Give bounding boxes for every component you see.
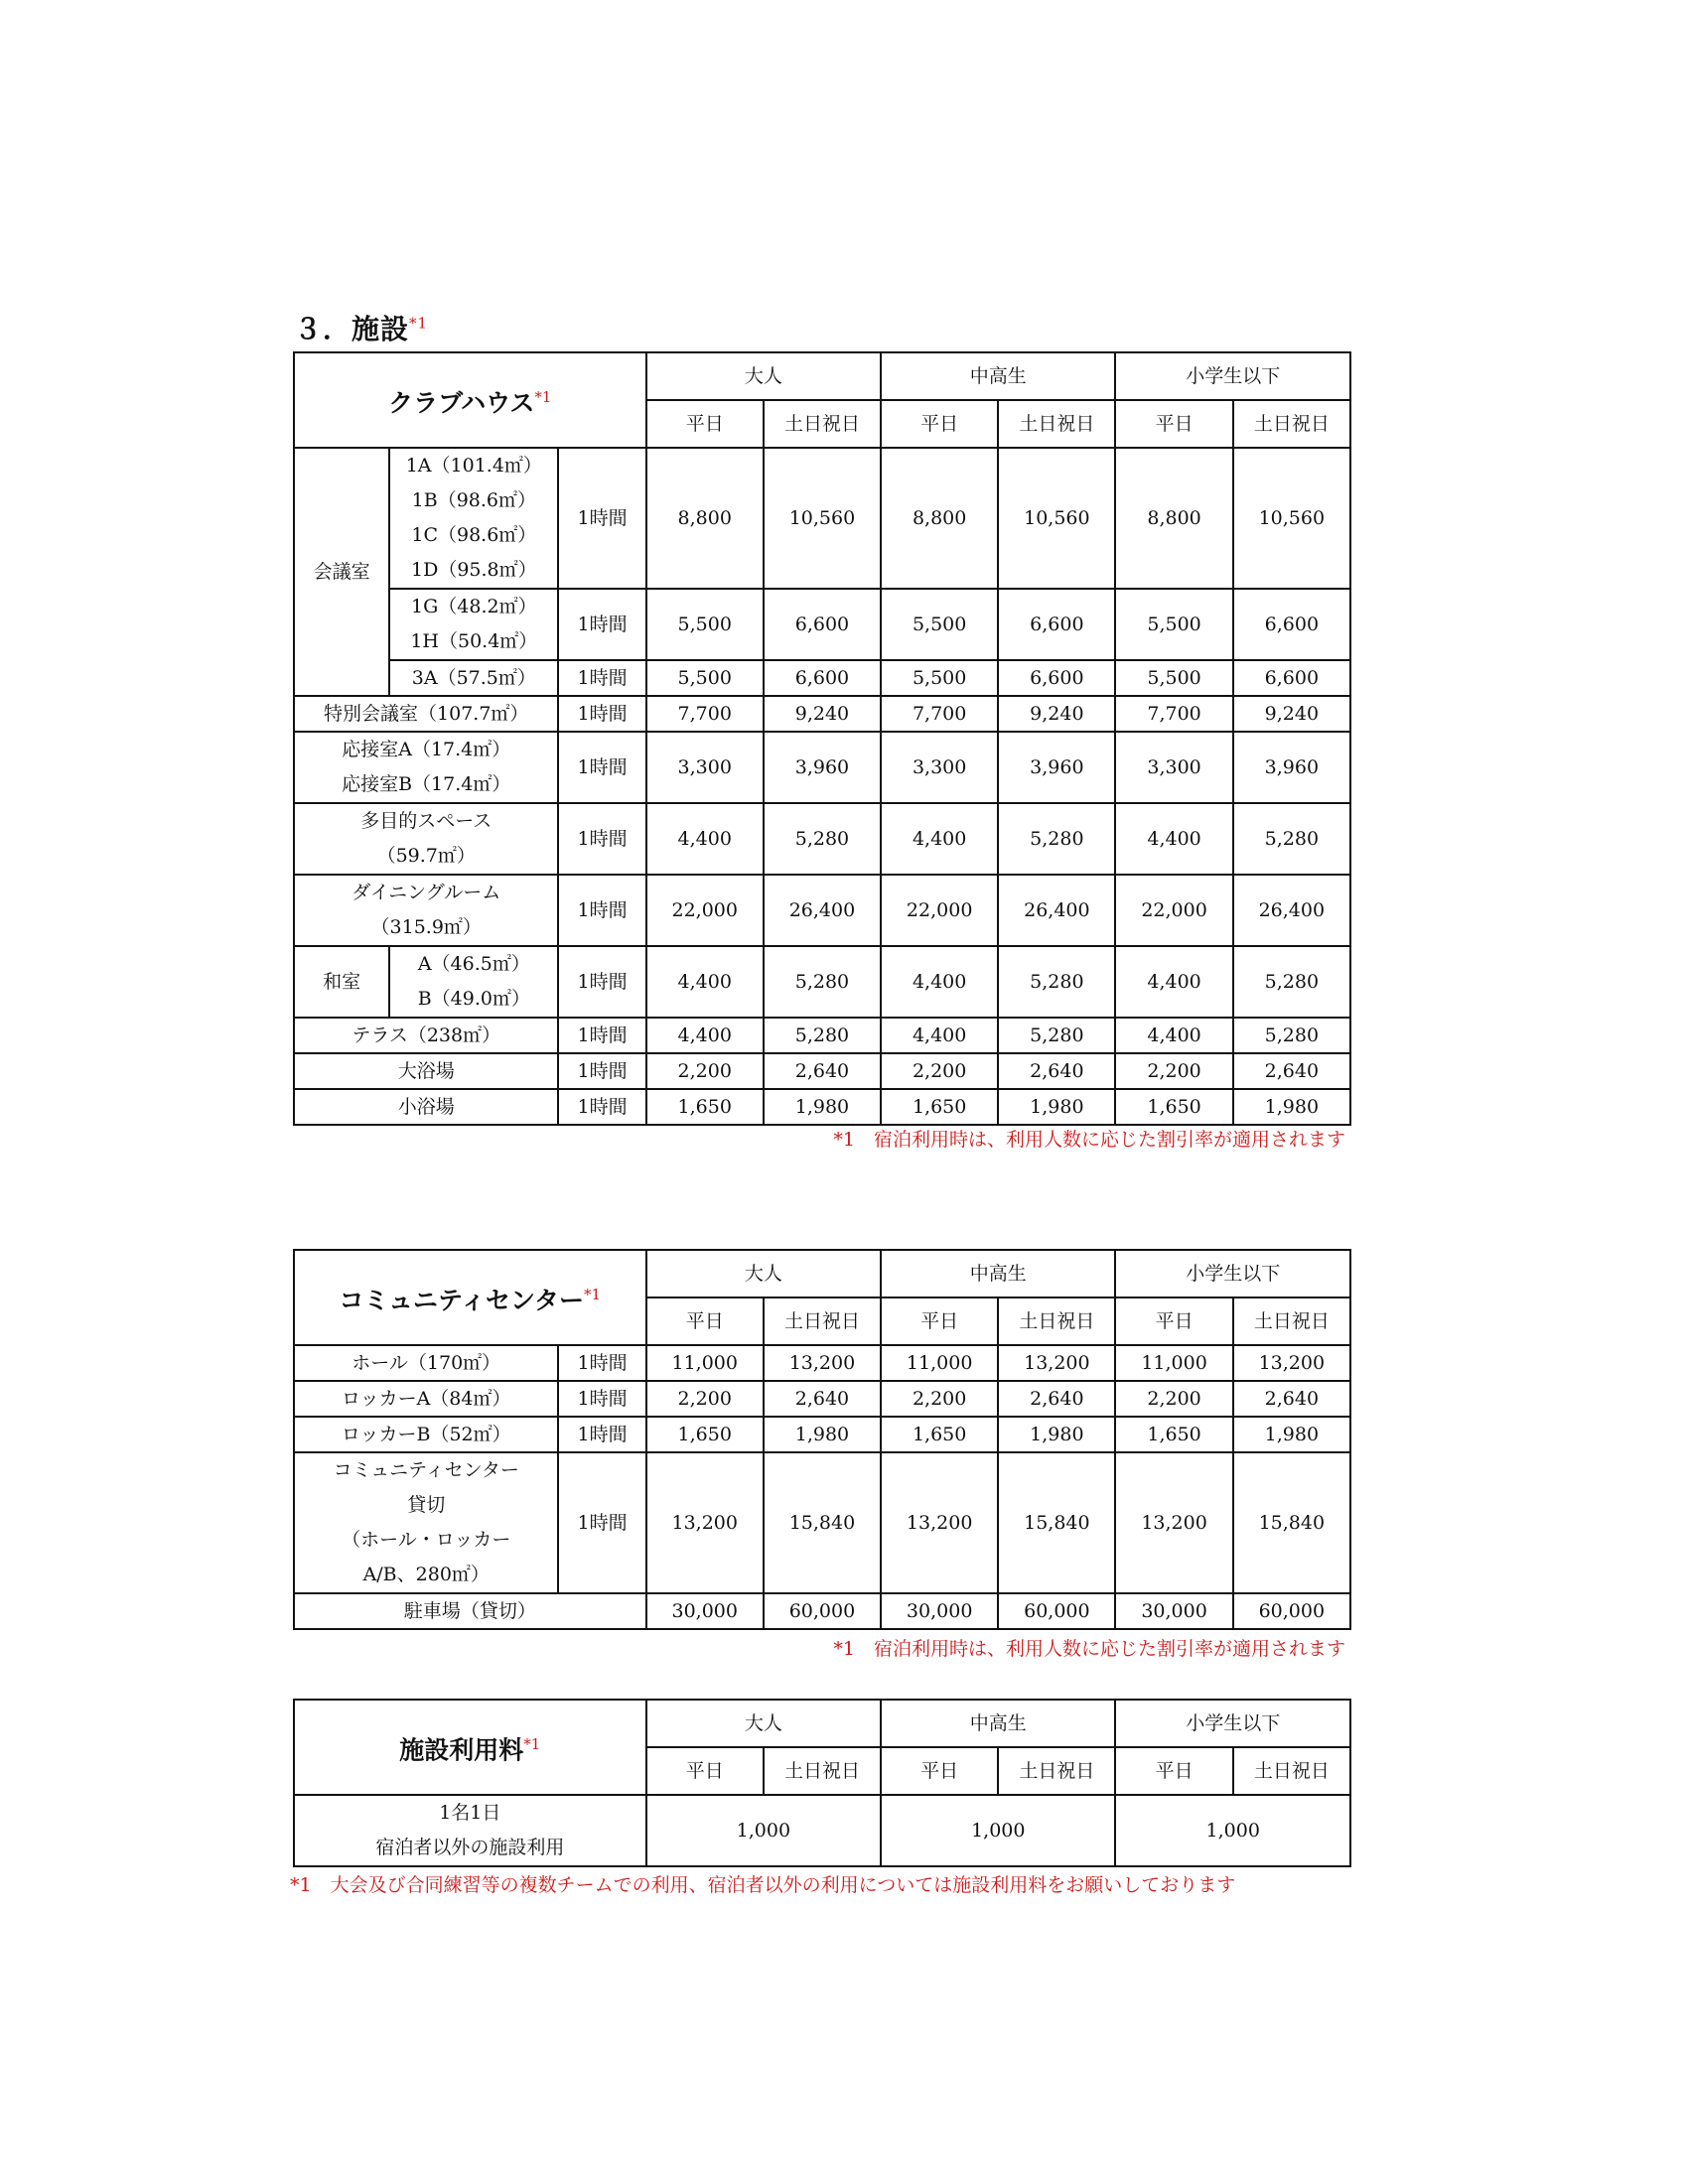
unit-cell: 1時間 bbox=[558, 1089, 645, 1125]
header-adult: 大人 bbox=[646, 1250, 881, 1297]
price-cell: 60,000 bbox=[764, 1593, 881, 1629]
room-name: 1A（101.4㎡） bbox=[405, 455, 542, 477]
price-cell: 13,200 bbox=[646, 1452, 764, 1593]
price-cell: 1,650 bbox=[881, 1089, 998, 1125]
header-weekday: 平日 bbox=[1115, 1297, 1232, 1345]
facility-fee-footnote: *1 大会及び合同練習等の複数チームでの利用、宿泊者以外の利用については施設利用料をお願いしております bbox=[290, 1874, 1236, 1896]
price-cell: 26,400 bbox=[764, 875, 881, 946]
price-cell: 4,400 bbox=[881, 803, 998, 875]
price-cell: 1,650 bbox=[1115, 1417, 1232, 1452]
header-weekend: 土日祝日 bbox=[1233, 1747, 1350, 1795]
price-cell: 3,960 bbox=[998, 732, 1115, 803]
price-cell: 4,400 bbox=[1115, 946, 1232, 1018]
unit-cell: 1時間 bbox=[558, 1452, 645, 1593]
fee-unit: 1名1日 bbox=[439, 1802, 501, 1824]
room-wa bbox=[389, 946, 558, 1018]
price-cell: 13,200 bbox=[1233, 1345, 1350, 1381]
price-cell: 4,400 bbox=[881, 1018, 998, 1053]
price-cell: 6,600 bbox=[998, 589, 1115, 660]
table-row bbox=[294, 1593, 1350, 1629]
price-cell: 1,650 bbox=[1115, 1089, 1232, 1125]
header-child: 小学生以下 bbox=[1115, 1250, 1350, 1297]
price-cell: 10,560 bbox=[998, 448, 1115, 589]
price-cell: 4,400 bbox=[881, 946, 998, 1018]
price-cell: 13,200 bbox=[998, 1345, 1115, 1381]
unit-cell: 1時間 bbox=[558, 696, 645, 732]
community-footnote: *1 宿泊利用時は、利用人数に応じた割引率が適用されます bbox=[833, 1638, 1345, 1660]
table-row bbox=[294, 1452, 1350, 1593]
community-table bbox=[293, 1249, 1351, 1630]
unit-cell: 1時間 bbox=[558, 732, 645, 803]
header-weekday: 平日 bbox=[646, 1297, 764, 1345]
room-name: 駐車場（貸切） bbox=[294, 1593, 646, 1629]
price-cell: 7,700 bbox=[1115, 696, 1232, 732]
fee-description: 宿泊者以外の施設利用 bbox=[375, 1837, 565, 1858]
price-cell: 15,840 bbox=[764, 1452, 881, 1593]
price-cell: 4,400 bbox=[646, 946, 764, 1018]
room-name: 1C（98.6㎡） bbox=[411, 524, 537, 546]
room-name: ダイニングルーム bbox=[352, 882, 501, 903]
washitsu-label: 和室 bbox=[294, 946, 389, 1018]
room-name: 特別会議室（107.7㎡） bbox=[294, 696, 558, 732]
price-cell: 1,980 bbox=[1233, 1417, 1350, 1452]
header-adult: 大人 bbox=[646, 1700, 881, 1747]
price-cell: 2,640 bbox=[764, 1381, 881, 1417]
room-name: A（46.5㎡） bbox=[417, 953, 530, 975]
room-name: コミュニティセンター bbox=[333, 1459, 519, 1481]
price-cell: 4,400 bbox=[646, 803, 764, 875]
facility-fee-title-text: 施設利用料 bbox=[399, 1735, 524, 1765]
price-cell: 4,400 bbox=[1115, 1018, 1232, 1053]
table-row bbox=[294, 660, 1350, 696]
header-weekday: 平日 bbox=[646, 400, 764, 448]
room-name: 3A（57.5㎡） bbox=[389, 660, 558, 696]
price-cell: 1,000 bbox=[881, 1795, 1115, 1866]
room-reception bbox=[294, 732, 558, 803]
clubhouse-footnote: *1 宿泊利用時は、利用人数に応じた割引率が適用されます bbox=[833, 1129, 1345, 1151]
header-weekend: 土日祝日 bbox=[998, 1297, 1115, 1345]
room-name: 1H（50.4㎡） bbox=[410, 630, 538, 652]
header-junior: 中高生 bbox=[881, 1250, 1115, 1297]
header-weekday: 平日 bbox=[881, 1297, 998, 1345]
price-cell: 2,200 bbox=[881, 1053, 998, 1089]
header-weekday: 平日 bbox=[1115, 1747, 1232, 1795]
room-name: テラス（238㎡） bbox=[294, 1018, 558, 1053]
header-child: 小学生以下 bbox=[1115, 1700, 1350, 1747]
price-cell: 5,500 bbox=[1115, 589, 1232, 660]
price-cell: 8,800 bbox=[881, 448, 998, 589]
header-junior: 中高生 bbox=[881, 1700, 1115, 1747]
kaigishitsu-label-text: 会議室 bbox=[313, 561, 370, 583]
price-cell: 60,000 bbox=[1233, 1593, 1350, 1629]
clubhouse-table bbox=[293, 351, 1351, 1126]
room-name: 1D（95.8㎡） bbox=[411, 559, 537, 581]
room-dining bbox=[294, 875, 558, 946]
price-cell: 22,000 bbox=[646, 875, 764, 946]
unit-cell: 1時間 bbox=[558, 803, 645, 875]
unit-cell: 1時間 bbox=[558, 660, 645, 696]
facility-fee-footnote-mark: *1 bbox=[523, 1734, 541, 1753]
unit-cell: 1時間 bbox=[558, 875, 645, 946]
header-weekend: 土日祝日 bbox=[1233, 400, 1350, 448]
price-cell: 2,640 bbox=[998, 1381, 1115, 1417]
price-cell: 3,300 bbox=[881, 732, 998, 803]
price-cell: 2,200 bbox=[646, 1381, 764, 1417]
room-name: ロッカーB（52㎡） bbox=[294, 1417, 558, 1452]
price-cell: 5,280 bbox=[998, 803, 1115, 875]
price-cell: 8,800 bbox=[646, 448, 764, 589]
price-cell: 1,980 bbox=[1233, 1089, 1350, 1125]
price-cell: 2,200 bbox=[1115, 1381, 1232, 1417]
table-row bbox=[294, 1417, 1350, 1452]
price-cell: 5,280 bbox=[998, 946, 1115, 1018]
header-weekend: 土日祝日 bbox=[764, 400, 881, 448]
unit-cell: 1時間 bbox=[558, 1053, 645, 1089]
section-footnote-mark: *1 bbox=[409, 314, 429, 333]
table-row bbox=[294, 1795, 1350, 1866]
price-cell: 1,650 bbox=[881, 1417, 998, 1452]
room-whole bbox=[294, 1452, 558, 1593]
price-cell: 8,800 bbox=[1115, 448, 1232, 589]
table-row bbox=[294, 1381, 1350, 1417]
facility-fee-table bbox=[293, 1699, 1351, 1867]
price-cell: 11,000 bbox=[646, 1345, 764, 1381]
room-group-2 bbox=[389, 589, 558, 660]
price-cell: 6,600 bbox=[998, 660, 1115, 696]
header-junior: 中高生 bbox=[881, 352, 1115, 400]
kaigishitsu-label bbox=[294, 448, 389, 696]
price-cell: 30,000 bbox=[646, 1593, 764, 1629]
price-cell: 5,280 bbox=[1233, 803, 1350, 875]
unit-cell: 1時間 bbox=[558, 1018, 645, 1053]
unit-cell: 1時間 bbox=[558, 448, 645, 589]
price-cell: 1,980 bbox=[764, 1417, 881, 1452]
price-cell: 5,500 bbox=[1115, 660, 1232, 696]
price-cell: 30,000 bbox=[1115, 1593, 1232, 1629]
price-cell: 1,980 bbox=[998, 1417, 1115, 1452]
price-cell: 11,000 bbox=[1115, 1345, 1232, 1381]
header-weekday: 平日 bbox=[646, 1747, 764, 1795]
table-row bbox=[294, 1089, 1350, 1125]
price-cell: 7,700 bbox=[646, 696, 764, 732]
room-name: ロッカーA（84㎡） bbox=[294, 1381, 558, 1417]
price-cell: 2,200 bbox=[646, 1053, 764, 1089]
price-cell: 9,240 bbox=[998, 696, 1115, 732]
section-title bbox=[294, 308, 428, 347]
table-row bbox=[294, 1345, 1350, 1381]
table-row bbox=[294, 875, 1350, 946]
price-cell: 10,560 bbox=[1233, 448, 1350, 589]
price-cell: 22,000 bbox=[881, 875, 998, 946]
room-name: 多目的スペース bbox=[360, 810, 492, 832]
price-cell: 6,600 bbox=[1233, 589, 1350, 660]
price-cell: 9,240 bbox=[764, 696, 881, 732]
room-name: B（49.0㎡） bbox=[417, 988, 530, 1010]
price-cell: 2,640 bbox=[998, 1053, 1115, 1089]
price-cell: 4,400 bbox=[646, 1018, 764, 1053]
price-cell: 13,200 bbox=[881, 1452, 998, 1593]
price-cell: 2,640 bbox=[764, 1053, 881, 1089]
table-row bbox=[294, 696, 1350, 732]
header-weekday: 平日 bbox=[881, 1747, 998, 1795]
room-name: 小浴場 bbox=[294, 1089, 558, 1125]
header-adult: 大人 bbox=[646, 352, 881, 400]
room-area: A/B、280㎡） bbox=[362, 1564, 490, 1585]
room-group-1 bbox=[389, 448, 558, 589]
room-multi bbox=[294, 803, 558, 875]
price-cell: 3,960 bbox=[764, 732, 881, 803]
facility-fee-row-label bbox=[294, 1795, 646, 1866]
table-row bbox=[294, 803, 1350, 875]
price-cell: 60,000 bbox=[998, 1593, 1115, 1629]
price-cell: 26,400 bbox=[1233, 875, 1350, 946]
room-name: 応接室A（17.4㎡） bbox=[342, 739, 511, 760]
table-row bbox=[294, 946, 1350, 1018]
price-cell: 3,300 bbox=[1115, 732, 1232, 803]
table-row bbox=[294, 448, 1350, 589]
room-name: 1G（48.2㎡） bbox=[411, 596, 537, 617]
unit-cell: 1時間 bbox=[558, 589, 645, 660]
room-name: 1B（98.6㎡） bbox=[411, 489, 536, 511]
price-cell: 13,200 bbox=[764, 1345, 881, 1381]
price-cell: 5,280 bbox=[764, 946, 881, 1018]
price-cell: 1,980 bbox=[764, 1089, 881, 1125]
room-name: 大浴場 bbox=[294, 1053, 558, 1089]
price-cell: 22,000 bbox=[1115, 875, 1232, 946]
price-cell: 26,400 bbox=[998, 875, 1115, 946]
price-cell: 10,560 bbox=[764, 448, 881, 589]
price-cell: 3,960 bbox=[1233, 732, 1350, 803]
price-cell: 5,280 bbox=[764, 1018, 881, 1053]
room-name: 応接室B（17.4㎡） bbox=[342, 773, 511, 795]
clubhouse-title-text: クラブハウス bbox=[388, 388, 535, 418]
price-cell: 5,280 bbox=[1233, 1018, 1350, 1053]
price-cell: 6,600 bbox=[1233, 660, 1350, 696]
room-name: 貸切 bbox=[407, 1494, 446, 1516]
price-cell: 9,240 bbox=[1233, 696, 1350, 732]
price-cell: 6,600 bbox=[764, 660, 881, 696]
unit-cell: 1時間 bbox=[558, 1381, 645, 1417]
header-weekday: 平日 bbox=[1115, 400, 1232, 448]
price-cell: 1,000 bbox=[646, 1795, 881, 1866]
price-cell: 15,840 bbox=[1233, 1452, 1350, 1593]
price-cell: 2,200 bbox=[881, 1381, 998, 1417]
price-cell: 5,280 bbox=[764, 803, 881, 875]
price-cell: 7,700 bbox=[881, 696, 998, 732]
price-cell: 5,280 bbox=[1233, 946, 1350, 1018]
table-row bbox=[294, 1053, 1350, 1089]
header-weekend: 土日祝日 bbox=[1233, 1297, 1350, 1345]
header-weekend: 土日祝日 bbox=[998, 1747, 1115, 1795]
price-cell: 1,650 bbox=[646, 1417, 764, 1452]
community-title bbox=[294, 1250, 646, 1345]
section-title-text: ３．施設 bbox=[294, 313, 410, 345]
price-cell: 5,500 bbox=[646, 660, 764, 696]
clubhouse-footnote-mark: *1 bbox=[534, 387, 552, 406]
unit-cell: 1時間 bbox=[558, 946, 645, 1018]
unit-cell: 1時間 bbox=[558, 1417, 645, 1452]
price-cell: 6,600 bbox=[764, 589, 881, 660]
price-cell: 4,400 bbox=[1115, 803, 1232, 875]
room-area: （315.9㎡） bbox=[370, 916, 482, 938]
room-name: （ホール・ロッカー bbox=[342, 1529, 511, 1551]
community-title-text: コミュニティセンター bbox=[339, 1286, 585, 1315]
price-cell: 5,500 bbox=[881, 660, 998, 696]
price-cell: 30,000 bbox=[881, 1593, 998, 1629]
clubhouse-title bbox=[294, 352, 646, 448]
price-cell: 1,000 bbox=[1115, 1795, 1350, 1866]
price-cell: 2,200 bbox=[1115, 1053, 1232, 1089]
price-cell: 15,840 bbox=[998, 1452, 1115, 1593]
unit-cell: 1時間 bbox=[558, 1345, 645, 1381]
header-weekend: 土日祝日 bbox=[764, 1747, 881, 1795]
price-cell: 1,650 bbox=[646, 1089, 764, 1125]
price-cell: 2,640 bbox=[1233, 1381, 1350, 1417]
table-row bbox=[294, 732, 1350, 803]
header-weekday: 平日 bbox=[881, 400, 998, 448]
price-cell: 5,500 bbox=[881, 589, 998, 660]
header-weekend: 土日祝日 bbox=[764, 1297, 881, 1345]
price-cell: 5,280 bbox=[998, 1018, 1115, 1053]
price-cell: 2,640 bbox=[1233, 1053, 1350, 1089]
community-footnote-mark: *1 bbox=[584, 1285, 602, 1303]
price-cell: 5,500 bbox=[646, 589, 764, 660]
table-row bbox=[294, 1018, 1350, 1053]
price-cell: 3,300 bbox=[646, 732, 764, 803]
price-cell: 11,000 bbox=[881, 1345, 998, 1381]
room-name: ホール（170㎡） bbox=[294, 1345, 558, 1381]
header-child: 小学生以下 bbox=[1115, 352, 1350, 400]
room-area: （59.7㎡） bbox=[376, 845, 476, 867]
price-cell: 1,980 bbox=[998, 1089, 1115, 1125]
table-row bbox=[294, 589, 1350, 660]
header-weekend: 土日祝日 bbox=[998, 400, 1115, 448]
facility-fee-title bbox=[294, 1700, 646, 1795]
price-cell: 13,200 bbox=[1115, 1452, 1232, 1593]
